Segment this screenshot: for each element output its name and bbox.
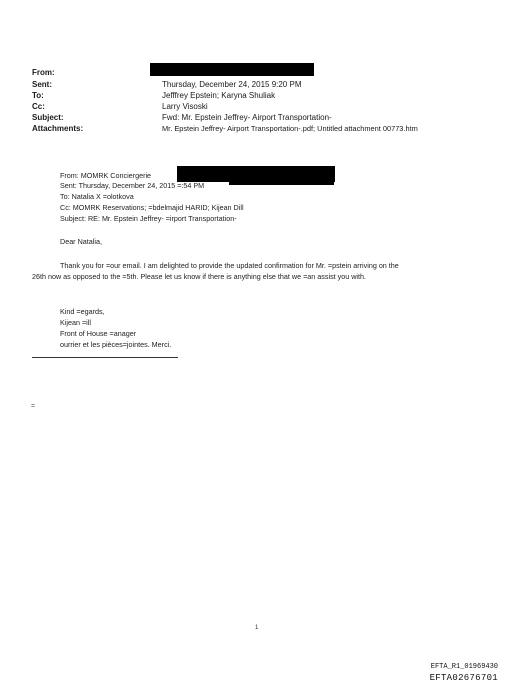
redaction-from — [150, 63, 314, 76]
signature-closing: Kind =egards, — [60, 307, 105, 316]
signature-divider — [32, 357, 178, 358]
attachments-value: Mr. Epstein Jeffrey- Airport Transportation-.pdf; Untitled attachment 00773.htm — [162, 124, 418, 133]
greeting: Dear Natalia, — [60, 237, 102, 246]
forwarded-sent: Sent: Thursday, December 24, 2015 =:54 PM — [60, 181, 205, 190]
cc-value: Larry Visoski — [162, 102, 208, 111]
subject-value: Fwd: Mr. Epstein Jeffrey- Airport Transportation- — [162, 113, 332, 122]
signature-title: Front of House =anager — [60, 329, 137, 338]
sent-value: Thursday, December 24, 2015 9:20 PM — [162, 80, 302, 89]
forwarded-to: To: Natalia X =olotkova — [60, 192, 134, 201]
to-label: To: — [32, 91, 44, 100]
sent-label: Sent: — [32, 80, 52, 89]
footer-id-2: EFTA02676701 — [429, 673, 498, 683]
page-number: 1 — [255, 625, 259, 631]
forwarded-from: From: MOMRK Conciergerie — [60, 171, 152, 180]
forwarded-cc: Cc: MOMRK Reservations; =bdelmajid HARID; Kijean Dill — [60, 203, 244, 212]
attachments-label: Attachments: — [32, 124, 84, 133]
signature-name: Kijean =ill — [60, 318, 91, 327]
forwarded-subject: Subject: RE: Mr. Epstein Jeffrey- =irport Transportation- — [60, 214, 237, 223]
redaction-forwarded-sent — [229, 178, 334, 185]
signature-disclaimer: ourrier et les pièces=jointes. Merci. — [60, 340, 172, 349]
stray-mark: = — [31, 403, 36, 410]
message-line-1: Thank you for =our email. I am delighted to provide the updated confirmation for Mr. =pstein arriving on the — [60, 261, 399, 270]
cc-label: Cc: — [32, 102, 45, 111]
from-label: From: — [32, 68, 55, 77]
to-value: Jefffrey Epstein; Karyna Shuliak — [162, 91, 276, 100]
message-line-2: 26th now as opposed to the =5th. Please let us know if there is anything else that we =an assist you with. — [32, 272, 367, 281]
subject-label: Subject: — [32, 113, 64, 122]
footer-id-1: EFTA_R1_01969430 — [430, 663, 498, 671]
